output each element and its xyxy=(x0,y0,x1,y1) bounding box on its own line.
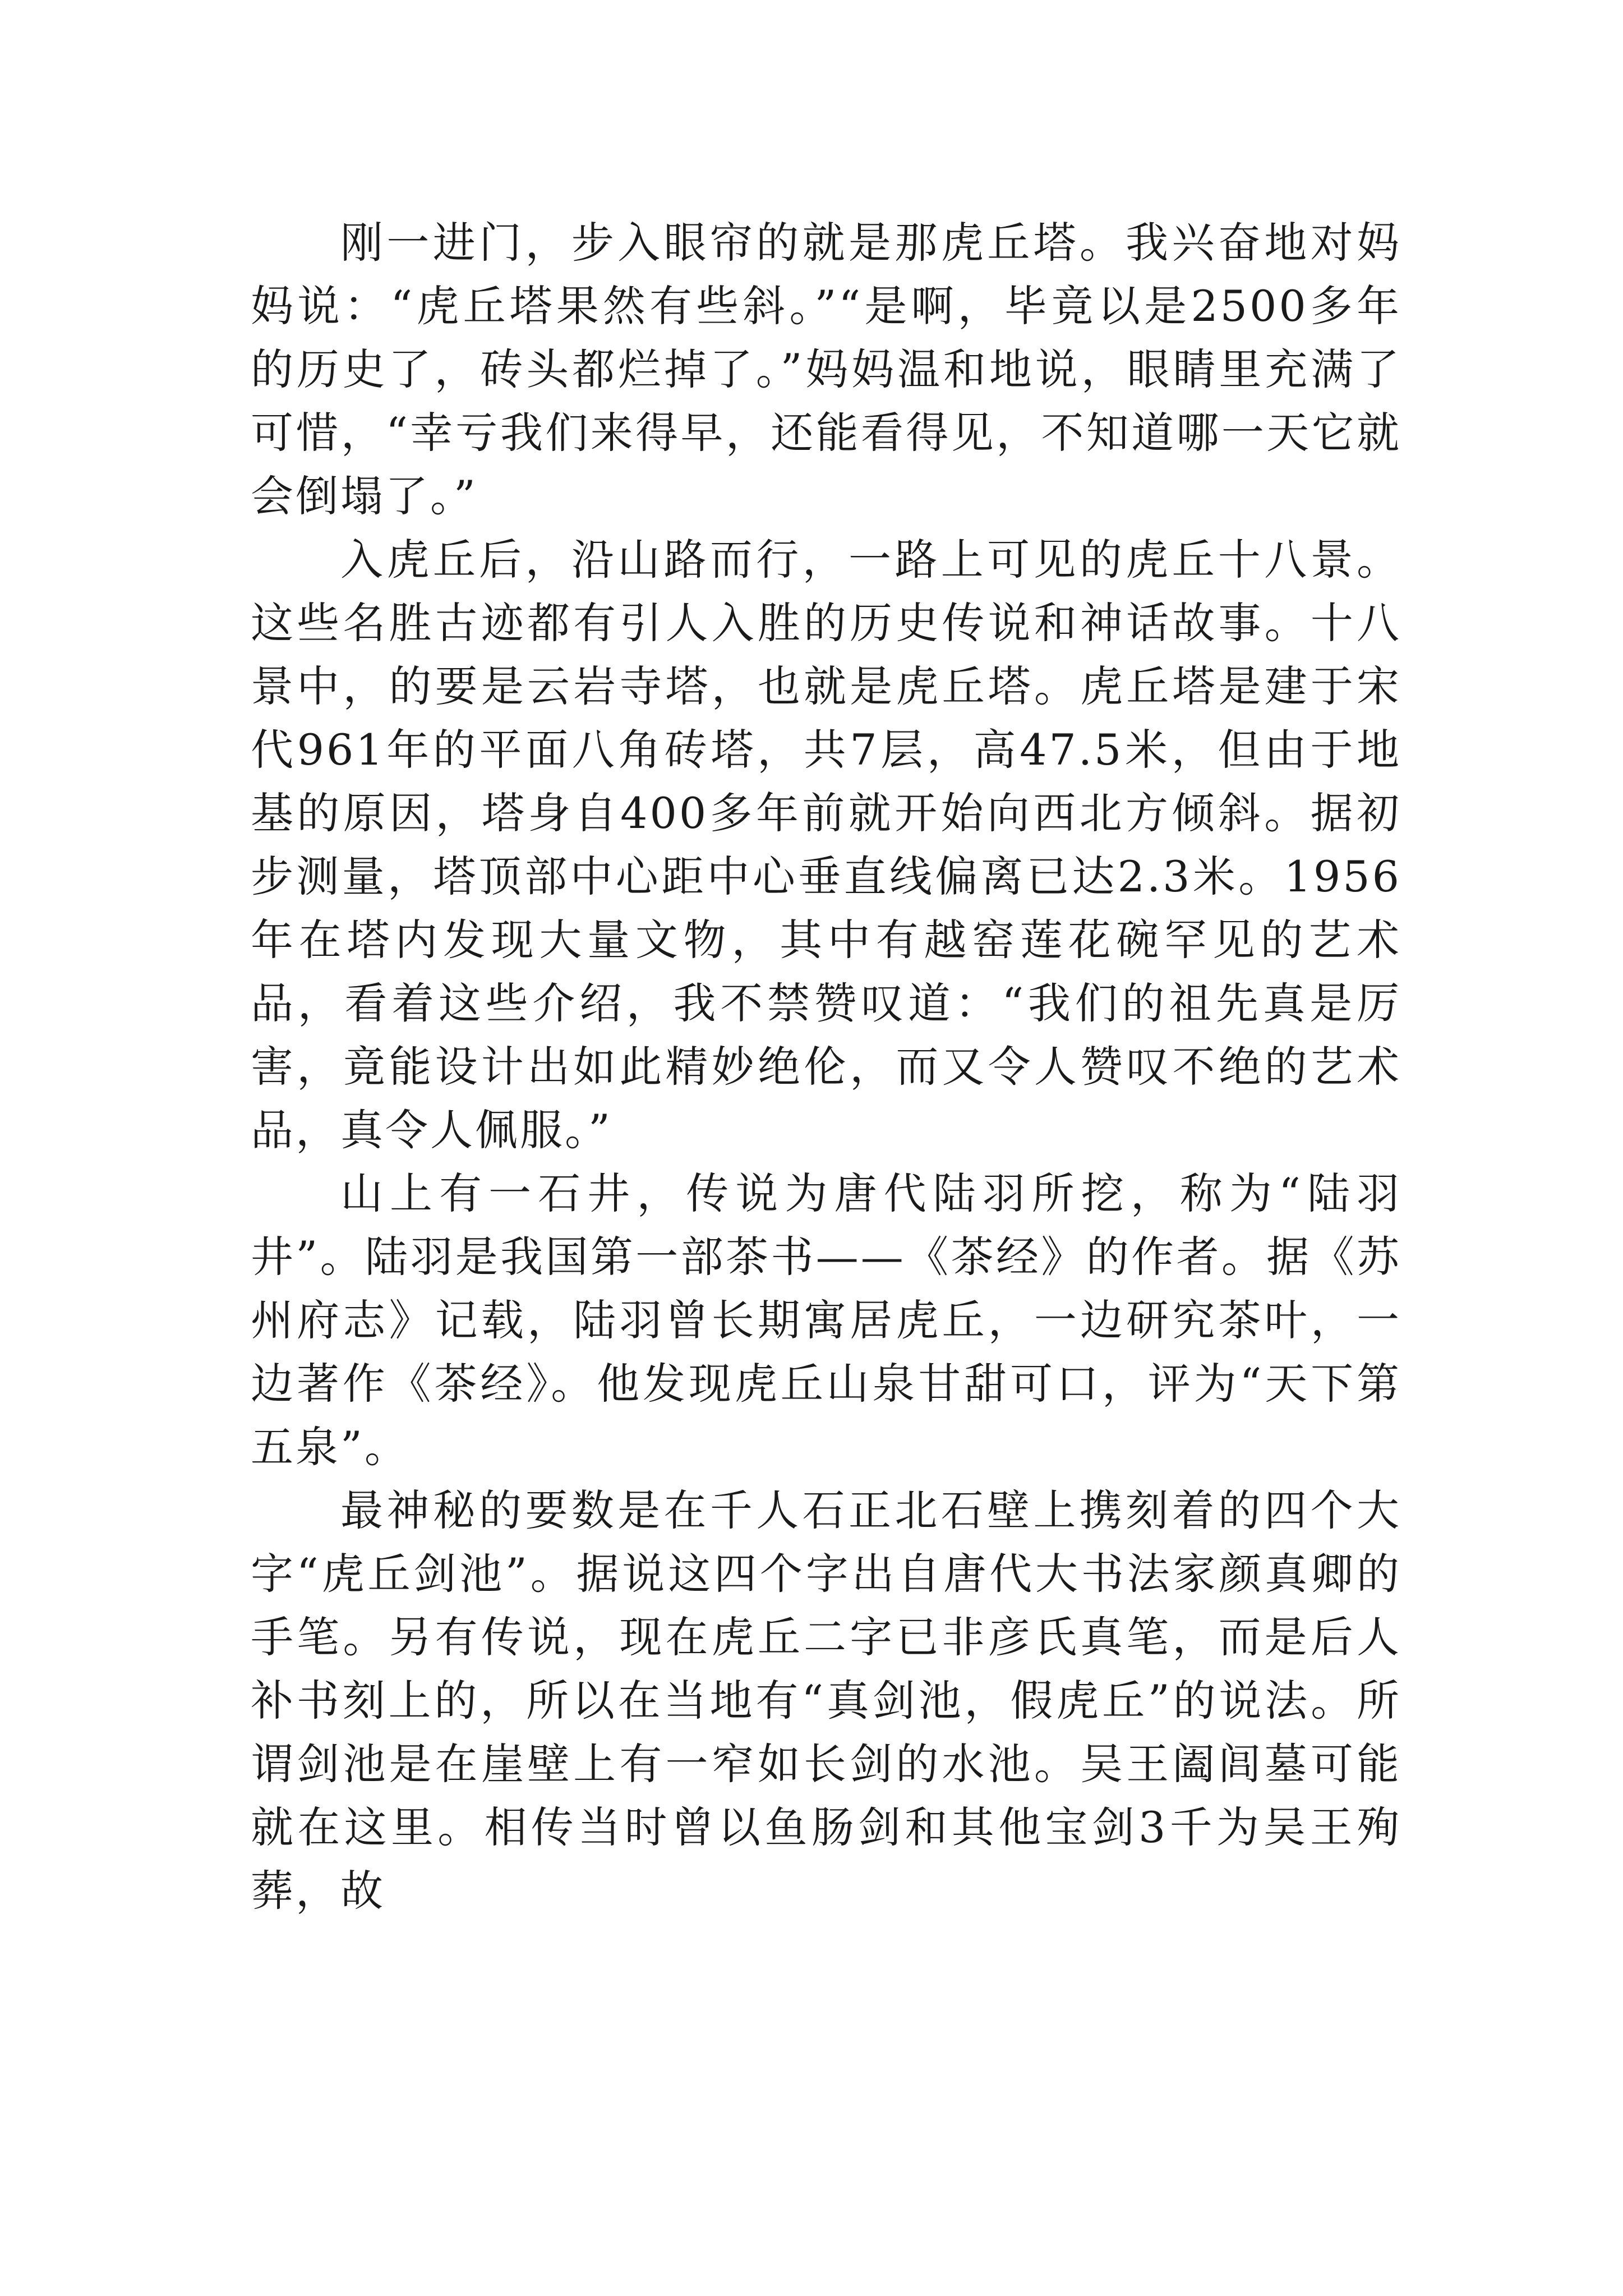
body-text xyxy=(251,211,1401,1922)
paragraph-tiger-hill-pagoda-entrance: 刚一进门，步入眼帘的就是那虎丘塔。我兴奋地对妈妈说：“虎丘塔果然有些斜。”“是啊，毕竟以是2500多年的历史了，砖头都烂掉了。”妈妈温和地说，眼睛里充满了可惜，“幸亏我们来得早，还能看得见，不知道哪一天它就会倒塌了。” xyxy=(251,218,1401,521)
paragraph-lu-yu-well: 山上有一石井，传说为唐代陆羽所挖，称为“陆羽井”。陆羽是我国第一部茶书——《茶经》的作者。据《苏州府志》记载，陆羽曾长期寓居虎丘，一边研究茶叶，一边著作《茶经》。他发现虎丘山泉甘甜可口，评为“天下第五泉”。 xyxy=(251,1168,1401,1472)
paragraph-eighteen-scenes: 入虎丘后，沿山路而行，一路上可见的虎丘十八景。这些名胜古迹都有引人入胜的历史传说和神话故事。十八景中，的要是云岩寺塔，也就是虎丘塔。虎丘塔是建于宋代961年的平面八角砖塔，共7层，高47.5米，但由于地基的原因，塔身自400多年前就开始向西北方倾斜。据初步测量，塔顶部中心距中心垂直线偏离已达2.3米。1956年在塔内发现大量文物，其中有越窑莲花碗罕见的艺术品，看着这些介绍，我不禁赞叹道：“我们的祖先真是厉害，竟能设计出如此精妙绝伦，而又令人赞叹不绝的艺术品，真令人佩服。” xyxy=(251,535,1401,1155)
paragraph-sword-pool: 最神秘的要数是在千人石正北石壁上携刻着的四个大字“虎丘剑池”。据说这四个字出自唐代大书法家颜真卿的手笔。另有传说，现在虎丘二字已非彦氏真笔，而是后人补书刻上的，所以在当地有“真剑池，假虎丘”的说法。所谓剑池是在崖壁上有一窄如长剑的水池。吴王阖闾墓可能就在这里。相传当时曾以鱼肠剑和其他宝剑3千为吴王殉葬，故 xyxy=(251,1485,1401,1916)
